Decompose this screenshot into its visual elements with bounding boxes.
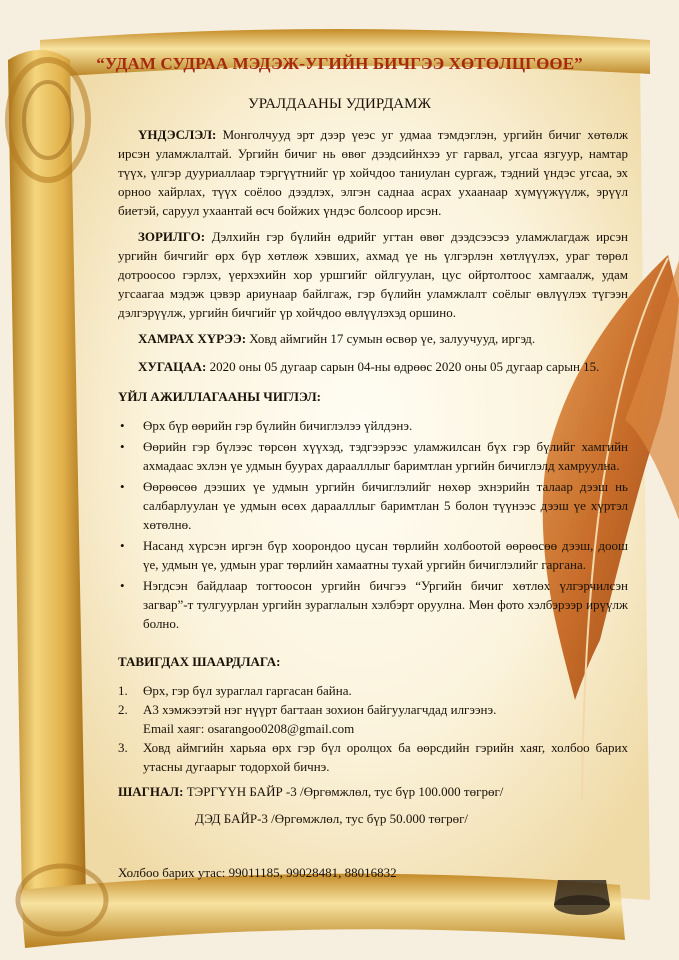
- scope-label: ХАМРАХ ХҮРЭЭ:: [138, 331, 247, 346]
- goal-label: ЗОРИЛГО:: [138, 229, 206, 244]
- document-title: “УДАМ СУДРАА МЭДЭЖ-УГИЙН БИЧГЭЭ ХӨТӨЛЦГӨӨЕ”: [96, 54, 583, 73]
- contact-phones: Холбоо барих утас: 99011185, 99028481, 88016832: [118, 865, 397, 880]
- list-item: [118, 738, 628, 776]
- prize-first: [118, 784, 503, 800]
- activities-section: [118, 387, 628, 635]
- list-item: [118, 681, 628, 700]
- prize-second: ДЭД БАЙР-3 /Өргөмжлөл, тус бүр 50.000 төгрөг/: [195, 811, 469, 826]
- intro-label: ҮНДЭСЛЭЛ:: [138, 127, 217, 142]
- activities-list: [118, 416, 628, 633]
- item-number: 3.: [118, 740, 128, 755]
- item-number: 2.: [118, 702, 128, 717]
- list-item: • Насанд хүрсэн иргэн бүр хоорондоо цусан төрлийн холбоотой өөрөөсөө дээш, доош үе, удмын үе, удмын ураг төрлийн хамаатны тухай ургийн бичиглэлийг гаргана.: [118, 536, 628, 574]
- scope-text: Ховд аймгийн 17 сумын өсвөр үе, залуучууд, иргэд.: [246, 331, 536, 346]
- requirements-list: [118, 681, 628, 776]
- item-text: А3 хэмжээтэй нэг нүүрт багтаан зохион байгуулагчдад илгээнэ.: [143, 702, 497, 717]
- goal-paragraph: [118, 227, 628, 322]
- prize-label: ШАГНАЛ:: [118, 784, 184, 799]
- duration-text: 2020 оны 05 дугаар сарын 04-ны өдрөөс 2020 оны 05 дугаар сарын 15.: [206, 359, 600, 374]
- item-text: Өрх, гэр бүл зураглал гаргасан байна.: [143, 683, 352, 698]
- list-item: • Өөрийн гэр бүлээс төрсөн хүүхэд, тэдгээрээс уламжилсан бүх гэр бүлийг хамгийн ахмадаас эхлэн үе удмын буурах дараалллыг баримтлан ургийн бичиглэлд хамруулна.: [118, 437, 628, 475]
- intro-paragraph: [118, 125, 628, 220]
- duration-paragraph: [118, 357, 628, 376]
- requirements-section: [118, 652, 628, 776]
- activities-heading: ҮЙЛ АЖИЛЛАГААНЫ ЧИГЛЭЛ:: [118, 389, 321, 404]
- list-item: [118, 700, 628, 738]
- list-item: • Нэгдсэн байдлаар тогтоосон ургийн бичгээ “Ургийн бичиг хөтлөх үлгэрчилсэн загвар”-т тулгуурлан ургийн зураглалын хэлбэрт оруулна. Мөн фото хэлбэрээр ирүүлж болно.: [118, 576, 628, 633]
- list-item: • Өөрөөсөө дээших үе удмын ургийн бичиглэлийг нөхөр эхнэрийн талаар дээш нь салбарлуулан үе удмын өсөх дараалллыг баримтлан 5 болон түүнээс дээш үе хүртэл хөтөлнө.: [118, 477, 628, 534]
- goal-text: Дэлхийн гэр бүлийн өдрийг угтан өвөг дээдсээсээ уламжлагдаж ирсэн ургийн бичгийг өрх бүр хөтлөж хэвших, ахмад үе нь үлгэрлэн хөтлүүлэх, ураг төрөл дотроосоо гэрлэх, үерхэхийн хор уршгийг ойлгуулан, цус ойртолтоос хамгаалж, удам угсаагаа мэдэж цэвэр ариунаар байлгаж, гэр бүлийн уламжлалт соёлыг өвлүүлэх түгээн дэлгэрүүлж, ургийн бичгийг үр хойчдоо өвлүүлэхэд оршино.: [118, 229, 628, 320]
- intro-text: Монголчууд эрт дээр үеэс уг удмаа тэмдэглэн, ургийн бичиг хөтөлж ирсэн уламжлалтай. Ургийн бичиг нь өвөг дээдсийнхээ уг гарвал, угсаа язгуур, намтар түүх, үлгэр дууриаллаар тэргүүтнийг үр хойчдоо таниулан сургаж, тэдний үндэс угсаа, эх орноо хайрлах, түүх соёлоо дээдлэх, элгэн саднаа асрах ухаанаар хүмүүжүүлж, эрүүл биетэй, саруул ухаантай өсч бойжих үндэс болсоор ирсэн.: [118, 127, 628, 218]
- duration-label: ХУГАЦАА:: [138, 359, 207, 374]
- item-text: Ховд аймгийн харьяа өрх гэр бүл оролцох ба өөрсдийн гэрийн хаяг, холбоо барих утасны дугаарыг тодорхой бичнэ.: [143, 740, 628, 774]
- item-number: 1.: [118, 683, 128, 698]
- list-item: • Өрх бүр өөрийн гэр бүлийн бичиглэлээ үйлдэнэ.: [118, 416, 628, 435]
- email-line: Email хаяг: osarangoo0208@gmail.com: [143, 721, 355, 736]
- scope-paragraph: [118, 329, 628, 348]
- prize-first-text: ТЭРГҮҮН БАЙР -3 /Өргөмжлөл, тус бүр 100.000 төгрөг/: [183, 784, 504, 799]
- document-subtitle: УРАЛДААНЫ УДИРДАМЖ: [248, 96, 431, 112]
- requirements-heading: ТАВИГДАХ ШААРДЛАГА:: [118, 654, 281, 669]
